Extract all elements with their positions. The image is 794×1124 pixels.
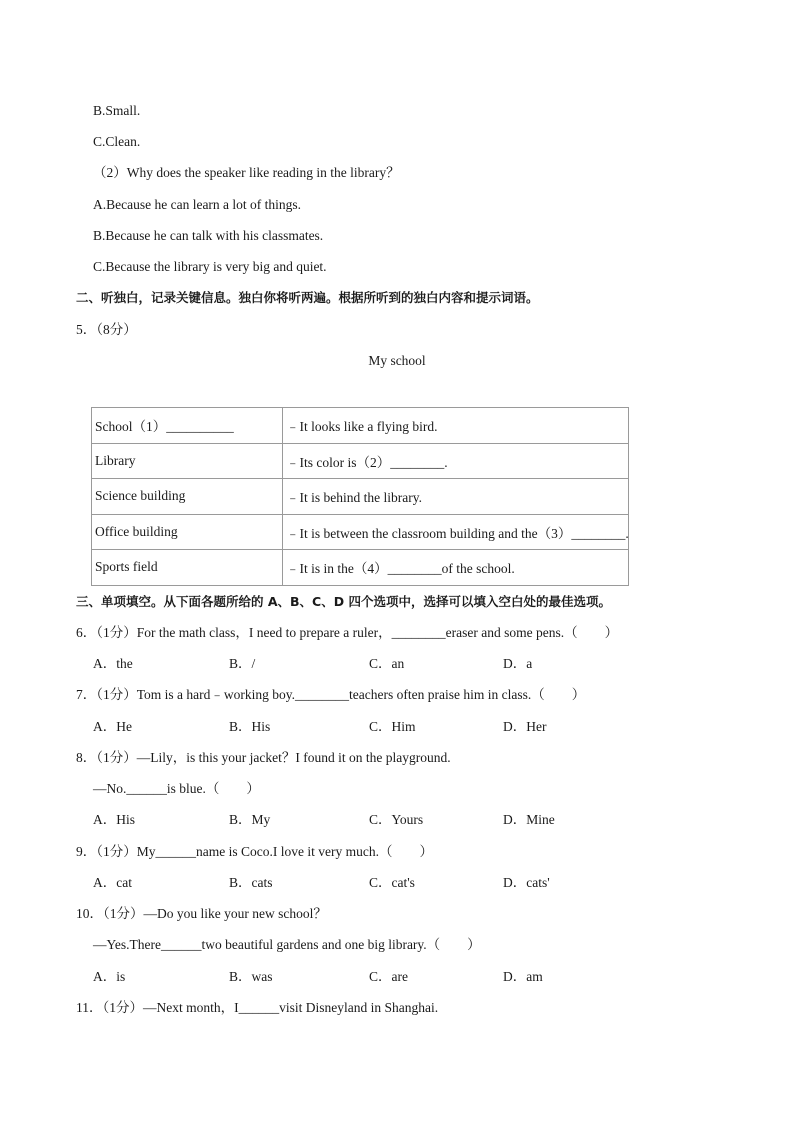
table-row (92, 443, 629, 479)
question-10-option-b: B．was (229, 969, 273, 984)
question-7-option-c: C．Him (369, 719, 416, 734)
table-title: My school (368, 353, 426, 368)
question-10-option-a: A．is (93, 969, 126, 984)
question-5-label: 5．（8分） (76, 322, 137, 337)
question-2-option-b: B.Because he can talk with his classmates. (93, 228, 324, 243)
question-2-stem: （2）Why does the speaker like reading in the library？ (93, 165, 400, 180)
question-9-option-d: D．cats' (503, 875, 550, 890)
question-10-stem: 10．（1分）—Do you like your new school？ (76, 906, 327, 921)
table-cell-right: ﹣It is behind the library. (283, 479, 629, 515)
section-3-heading: 三、单项填空。从下面各题所给的 A、B、C、D 四个选项中，选择可以填入空白处的最佳选项。 (76, 594, 611, 609)
table-cell-left: Science building (92, 479, 283, 515)
question-2-option-a: A.Because he can learn a lot of things. (93, 197, 302, 212)
question-2-option-c: C.Because the library is very big and quiet. (93, 259, 327, 274)
question-9-option-a: A．cat (93, 875, 132, 890)
question-9-stem: 9．（1分）My______name is Coco.I love it very much.（ ） (76, 844, 433, 859)
question-8-stem: 8．（1分）—Lily，is this your jacket？I found it on the playground. (76, 750, 451, 765)
question-6-stem: 6．（1分）For the math class，I need to prepare a ruler，________eraser and some pens.（ ） (76, 625, 619, 640)
question-6-option-b: B．/ (229, 656, 256, 671)
section-2-heading: 二、听独白，记录关键信息。独白你将听两遍。根据所听到的独白内容和提示词语。 (76, 290, 539, 305)
question-7-option-d: D．Her (503, 719, 547, 734)
question-8-stem-reply: —No.______is blue.（ ） (93, 781, 260, 796)
table-cell-left: School（1）__________ (92, 408, 283, 444)
question-8-option-d: D．Mine (503, 812, 555, 827)
table-cell-left: Library (92, 443, 283, 479)
question-10-option-c: C．are (369, 969, 408, 984)
question-8-option-c: C．Yours (369, 812, 424, 827)
question-9-option-b: B．cats (229, 875, 273, 890)
question-10-option-d: D．am (503, 969, 543, 984)
question-6-option-d: D．a (503, 656, 533, 671)
question-11-stem: 11．（1分）—Next month，I______visit Disneyland in Shanghai. (76, 1000, 439, 1015)
table-row (92, 550, 629, 586)
table-cell-right: ﹣It looks like a flying bird. (283, 408, 629, 444)
table-cell-right: ﹣It is in the（4）________of the school. (283, 550, 629, 586)
table-cell-right: ﹣It is between the classroom building and the（3）________. (283, 514, 629, 550)
option-c-clean: C.Clean. (93, 134, 141, 149)
question-9-option-c: C．cat's (369, 875, 415, 890)
table-row (92, 408, 629, 444)
table-cell-left: Sports field (92, 550, 283, 586)
question-8-option-a: A．His (93, 812, 136, 827)
question-10-stem-reply: —Yes.There______two beautiful gardens and one big library.（ ） (93, 937, 481, 952)
option-b-small: B.Small. (93, 103, 141, 118)
table-row (92, 479, 629, 515)
table-cell-left: Office building (92, 514, 283, 550)
question-6-option-a: A．the (93, 656, 133, 671)
school-info-table (91, 407, 629, 586)
question-7-stem: 7．（1分）Tom is a hard﹣working boy.________teachers often praise him in class.（ ） (76, 687, 586, 702)
question-8-option-b: B．My (229, 812, 271, 827)
table-row (92, 514, 629, 550)
table-cell-right: ﹣Its color is（2）________. (283, 443, 629, 479)
question-7-option-a: A．He (93, 719, 132, 734)
question-7-option-b: B．His (229, 719, 271, 734)
question-6-option-c: C．an (369, 656, 405, 671)
